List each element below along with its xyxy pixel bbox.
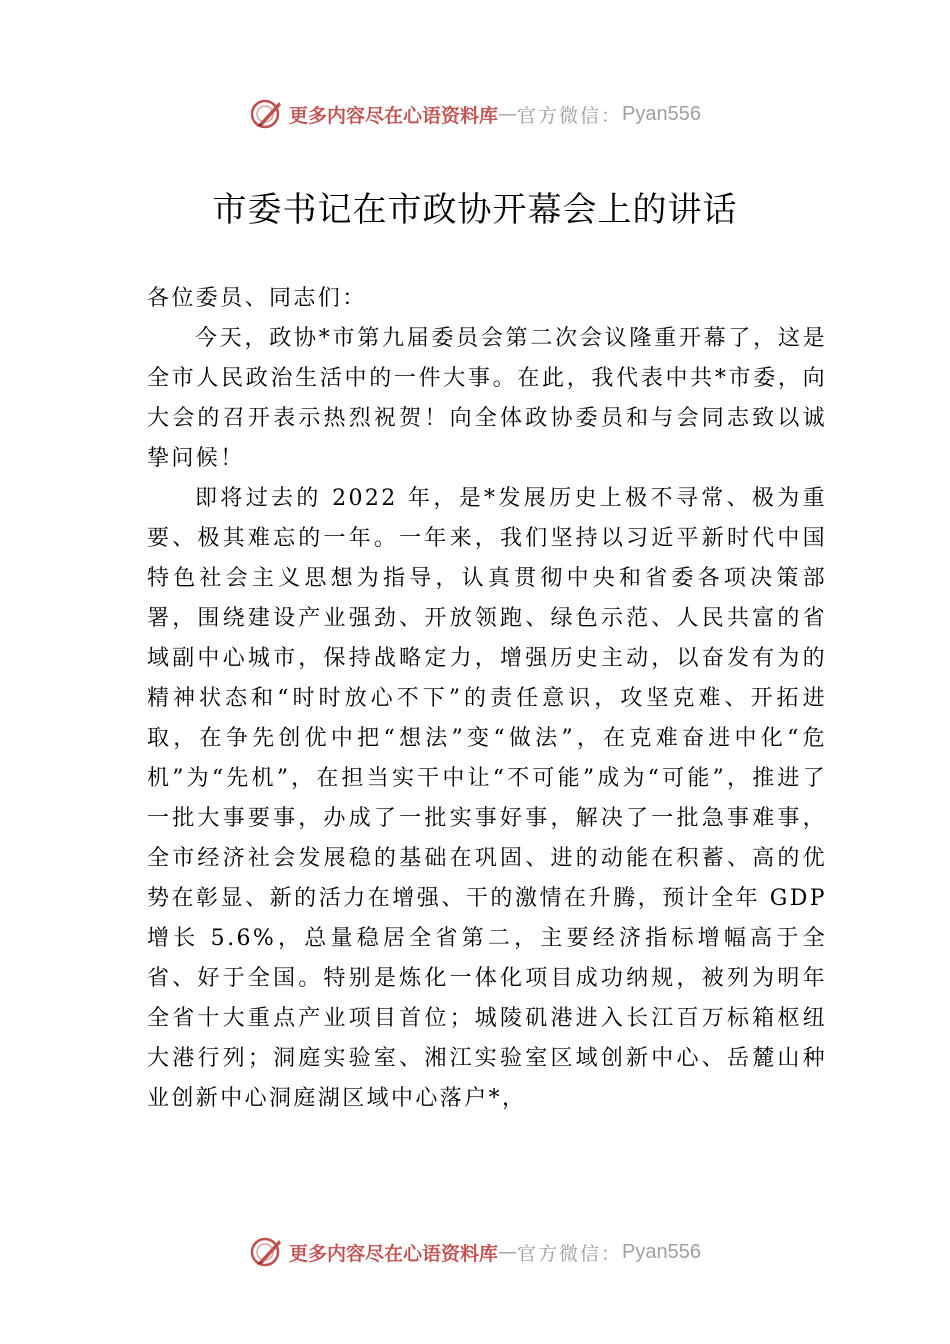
watermark-separator: — [498, 1241, 518, 1263]
page-title: 市委书记在市政协开幕会上的讲话 [212, 190, 738, 230]
document-body [147, 279, 827, 1119]
quill-pen-seal-icon [249, 1234, 285, 1270]
watermark-footer [0, 1232, 950, 1272]
watermark-separator: — [498, 103, 518, 125]
watermark-brand: 更多内容尽在心语资料库 [289, 104, 499, 127]
watermark-id: Pyan556 [622, 102, 701, 125]
watermark-brand: 更多内容尽在心语资料库 [289, 1242, 499, 1265]
salutation: 各位委员、同志们： [147, 286, 367, 311]
watermark-id: Pyan556 [622, 1240, 701, 1263]
watermark-header [0, 94, 950, 134]
quill-pen-seal-icon [249, 96, 285, 132]
paragraph: 今天，政协*市第九届委员会第二次会议隆重开幕了，这是全市人民政治生活中的一件大事。在此，我代表中共*市委，向大会的召开表示热烈祝贺！向全体政协委员和与会同志致以诚挚问候！ [147, 326, 827, 471]
paragraph: 即将过去的 2022 年，是*发展历史上极不寻常、极为重要、极其难忘的一年。一年来，我们坚持以习近平新时代中国特色社会主义思想为指导，认真贯彻中央和省委各项决策部署，围绕建设产业强劲、开放领跑、绿色示范、人民共富的省域副中心城市，保持战略定力，增强历史主动，以奋发有为的精神状态和“时时放心不下”的责任意识，攻坚克难、开拓进取，在争先创优中把“想法”变“做法”，在克难奋进中化“危机”为“先机”，在担当实干中让“不可能”成为“可能”，推进了一批大事要事，办成了一批实事好事，解决了一批急事难事，全市经济社会发展稳的基础在巩固、进的动能在积蓄、高的优势在彰显、新的活力在增强、干的激情在升腾，预计全年 GDP 增长 5.6%，总量稳居全省第二，主要经济指标增幅高于全省、好于全国。特别是炼化一体化项目成功纳规，被列为明年全省十大重点产业项目首位；城陵矶港进入长江百万标箱枢纽大港行列；洞庭实验室、湘江实验室区域创新中心、岳麓山种业创新中心洞庭湖区域中心落户*， [147, 486, 827, 1111]
watermark-channel: 官方微信： [517, 1242, 623, 1265]
watermark-channel: 官方微信： [517, 104, 623, 127]
